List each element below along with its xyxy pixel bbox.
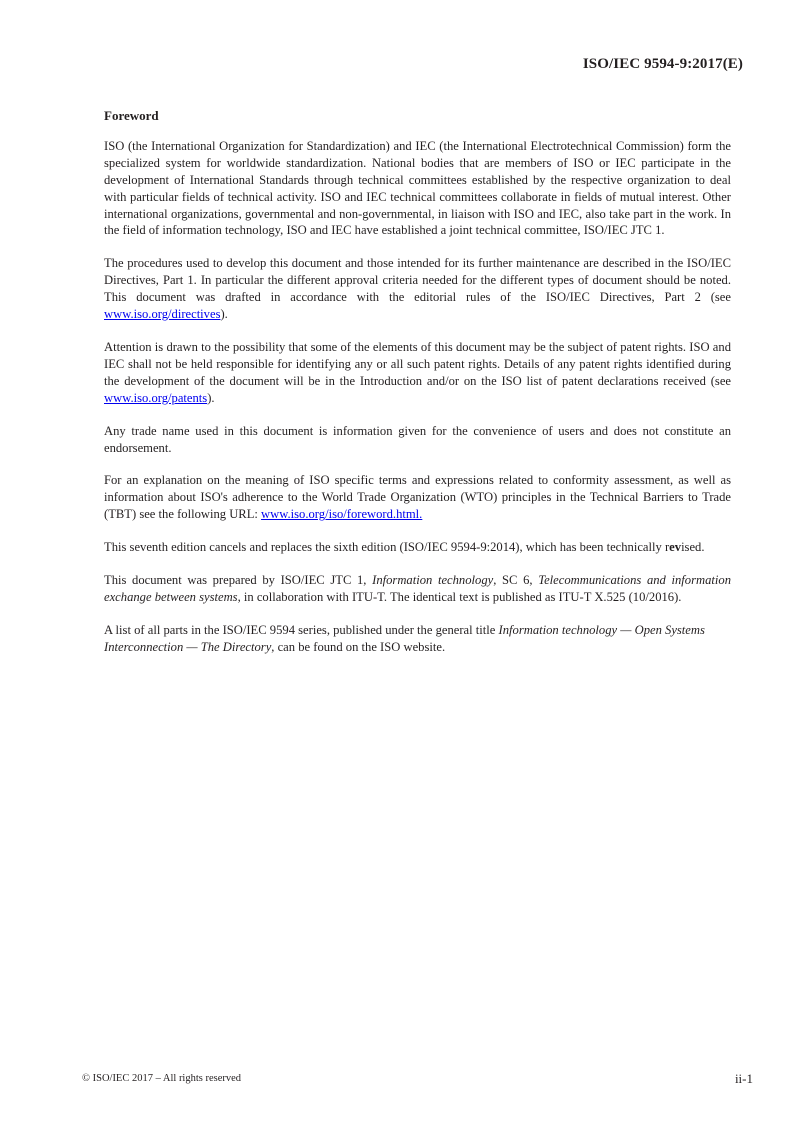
paragraph-procedures <box>104 255 731 323</box>
paragraph-edition <box>104 539 731 556</box>
page-number: ii-1 <box>734 1071 753 1086</box>
text: , in collaboration with ITU-T. The identical text is published as ITU-T X.525 (10/2016). <box>237 589 682 604</box>
paragraph-conformity <box>104 472 731 523</box>
copyright-notice: © ISO/IEC 2017 – All rights reserved <box>82 1073 242 1084</box>
foreword-section <box>104 108 731 672</box>
text: For an explanation on the meaning of ISO specific terms and expressions related to conformity assessment, as well as information about ISO's adherence to the World Trade Organization (WTO) principles in the Technical Barriers to Trade (TBT) see the following URL: <box>104 473 731 522</box>
text-bold: ev <box>669 540 682 555</box>
text: ised. <box>681 540 705 555</box>
section-title: Foreword <box>104 108 159 123</box>
text-italic: Information technology — Open Systems Interconnection — The Directory <box>104 622 705 654</box>
text-italic: Information technology <box>372 573 494 588</box>
text: This document was prepared by ISO/IEC JTC 1, <box>104 573 373 588</box>
text: This seventh edition cancels and replaces the sixth edition (ISO/IEC 9594-9:2014), which has been technically r <box>104 540 670 555</box>
paragraph-iso-iec: ISO (the International Organization for Standardization) and IEC (the International Electrotechnical Commission) form the specialized system for worldwide standardization. National bodies that are members of ISO or IEC participate in the development of International Standards through technical committees established by the respective organization to deal with particular fields of technical activity. ISO and IEC technical committees collaborate in fields of mutual interest. Other international organizations, governmental and non-governmental, in liaison with ISO and IEC, also take part in the work. In the field of information technology, ISO and IEC have established a joint technical committee, ISO/IEC JTC 1. <box>104 138 731 238</box>
text: ). <box>220 307 228 322</box>
foreword-link[interactable]: www.iso.org/iso/foreword.html. <box>261 507 423 522</box>
text-italic: Telecommunications and information exchange between systems <box>104 573 731 604</box>
document-id: ISO/IEC 9594-9:2017(E) <box>582 56 743 72</box>
text: The procedures used to develop this document and those intended for its further maintenance are described in the ISO/IEC Directives, Part 1. In particular the different approval criteria needed for the different types of document should be noted. This document was drafted in accordance with the editorial rules of the ISO/IEC Directives, Part 2 (see <box>104 256 731 305</box>
patents-link[interactable]: www.iso.org/patents <box>104 390 208 405</box>
paragraph-patents <box>104 339 731 407</box>
text: , can be found on the ISO website. <box>271 639 446 654</box>
text: ). <box>207 390 215 405</box>
paragraph-prepared-by <box>104 572 731 606</box>
text: Attention is drawn to the possibility that some of the elements of this document may be the subject of patent rights. ISO and IEC shall not be held responsible for identifying any or all such patent rights. Details of any patent rights identified during the development of the document will be in the Introduction and/or on the ISO list of patent declarations received (see <box>104 339 731 388</box>
directives-link[interactable]: www.iso.org/directives <box>104 307 221 322</box>
paragraph-series <box>104 622 731 656</box>
text: , SC 6, <box>493 573 539 588</box>
text: A list of all parts in the ISO/IEC 9594 series, published under the general title <box>104 622 499 637</box>
paragraph-trade-name: Any trade name used in this document is information given for the convenience of users and does not constitute an endorsement. <box>104 423 731 455</box>
